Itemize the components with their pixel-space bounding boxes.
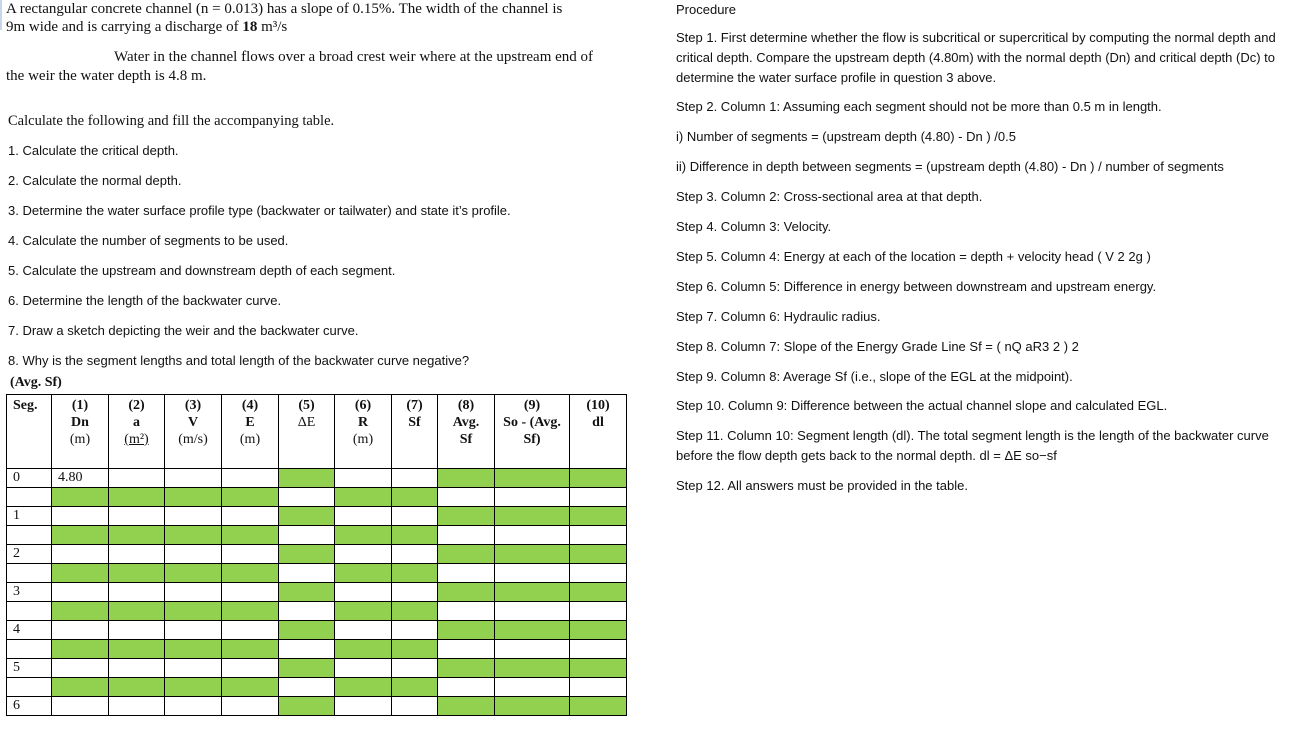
table-row [7,602,627,621]
task-item: 1. Calculate the critical depth. [8,143,179,158]
table-row [7,526,627,545]
procedure-step: Step 3. Column 2: Cross-sectional area at that depth. [676,189,983,204]
procedure-step: Step 4. Column 3: Velocity. [676,219,832,234]
page-left-border [0,0,2,30]
seg-cell: 0 [7,469,52,488]
procedure-title: Procedure [676,2,736,17]
weir-line-1: Water in the channel flows over a broad crest weir where at the upstream end of [114,49,594,65]
discharge-value: 18 [242,19,258,35]
depth-cell[interactable]: 4.80 [52,469,109,488]
weir-line-2: the weir the water depth is 4.8 m. [6,68,207,84]
task-item: 2. Calculate the normal depth. [8,173,182,188]
table-header-row [7,395,627,469]
seg-cell: 4 [7,621,52,640]
procedure-step: Step 8. Column 7: Slope of the Energy Grade Line Sf = ( nQ aR3 2 ) 2 [676,339,1079,354]
procedure-step: Step 2. Column 1: Assuming each segment should not be more than 0.5 m in length. [676,99,1162,114]
table-row [7,488,627,507]
table-row [7,583,627,602]
procedure-step: Step 10. Column 9: Difference between the actual channel slope and calculated EGL. [676,398,1168,413]
task-heading: Calculate the following and fill the accompanying table. [8,113,335,129]
task-item: 4. Calculate the number of segments to be used. [8,233,289,248]
header-col-3: (3) V (m/s) [165,395,222,469]
table-row [7,659,627,678]
seg-cell: 1 [7,507,52,526]
table-label: (Avg. Sf) [10,375,62,390]
procedure-step: Step 1. First determine whether the flow is subcritical or supercritical by computing the normal depth and critical depth. Compare the upstream depth (4.80m) with the normal depth (Dn) and critical depth (Dc) to determine the water surface profile in question 3 above. [676,30,1276,85]
task-item: 3. Determine the water surface profile type (backwater or tailwater) and state it’s profile. [8,203,511,218]
seg-cell: 5 [7,659,52,678]
table-row [7,507,627,526]
header-col-10: (10) dl [570,395,627,469]
problem-line-2-text: 9m wide and is carrying a discharge of [6,19,243,35]
procedure-step: Step 5. Column 4: Energy at each of the location = depth + velocity head ( V 2 2g ) [676,249,1151,264]
header-col-4: (4) E (m) [222,395,279,469]
table-row [7,678,627,697]
table-row [7,697,627,716]
header-col-1: (1) Dn (m) [52,395,109,469]
table-row [7,640,627,659]
procedure-step: i) Number of segments = (upstream depth (4.80) - Dn ) /0.5 [676,129,1016,144]
header-col-6: (6) R (m) [335,395,392,469]
header-col-5: (5) ΔE [279,395,335,469]
table-row [7,469,627,488]
procedure-step: ii) Difference in depth between segments = (upstream depth (4.80) - Dn ) / number of segments [676,159,1224,174]
table-row [7,621,627,640]
seg-cell: 6 [7,697,52,716]
header-col-2: (2) a (m²) [109,395,165,469]
procedure-step: Step 6. Column 5: Difference in energy between downstream and upstream energy. [676,279,1157,294]
task-item: 8. Why is the segment lengths and total length of the backwater curve negative? [8,353,470,368]
procedure-step: Step 12. All answers must be provided in the table. [676,478,968,493]
discharge-unit: m³/s [257,19,288,35]
procedure-step: Step 9. Column 8: Average Sf (i.e., slope of the EGL at the midpoint). [676,369,1073,384]
table-row [7,545,627,564]
task-item: 5. Calculate the upstream and downstream depth of each segment. [8,263,396,278]
problem-line-2 [6,18,631,36]
procedure-step: Step 11. Column 10: Segment length (dl). The total segment length is the length of the backwater curve before the flow depth gets back to the normal depth. dl = ΔE so−sf [676,428,1269,463]
header-seg: Seg. [7,395,52,469]
task-item: 6. Determine the length of the backwater curve. [8,293,282,308]
header-col-8: (8) Avg. Sf [438,395,495,469]
calculation-table [6,394,627,716]
task-item: 7. Draw a sketch depicting the weir and the backwater curve. [8,323,359,338]
problem-statement [6,0,631,36]
seg-cell: 2 [7,545,52,564]
seg-cell: 3 [7,583,52,602]
weir-note [6,48,631,86]
header-col-7: (7) Sf [392,395,438,469]
problem-line-1: A rectangular concrete channel (n = 0.013) has a slope of 0.15%. The width of the channel is [6,1,563,17]
header-col-9: (9) So - (Avg. Sf) [495,395,570,469]
table-row [7,564,627,583]
procedure-step: Step 7. Column 6: Hydraulic radius. [676,309,881,324]
